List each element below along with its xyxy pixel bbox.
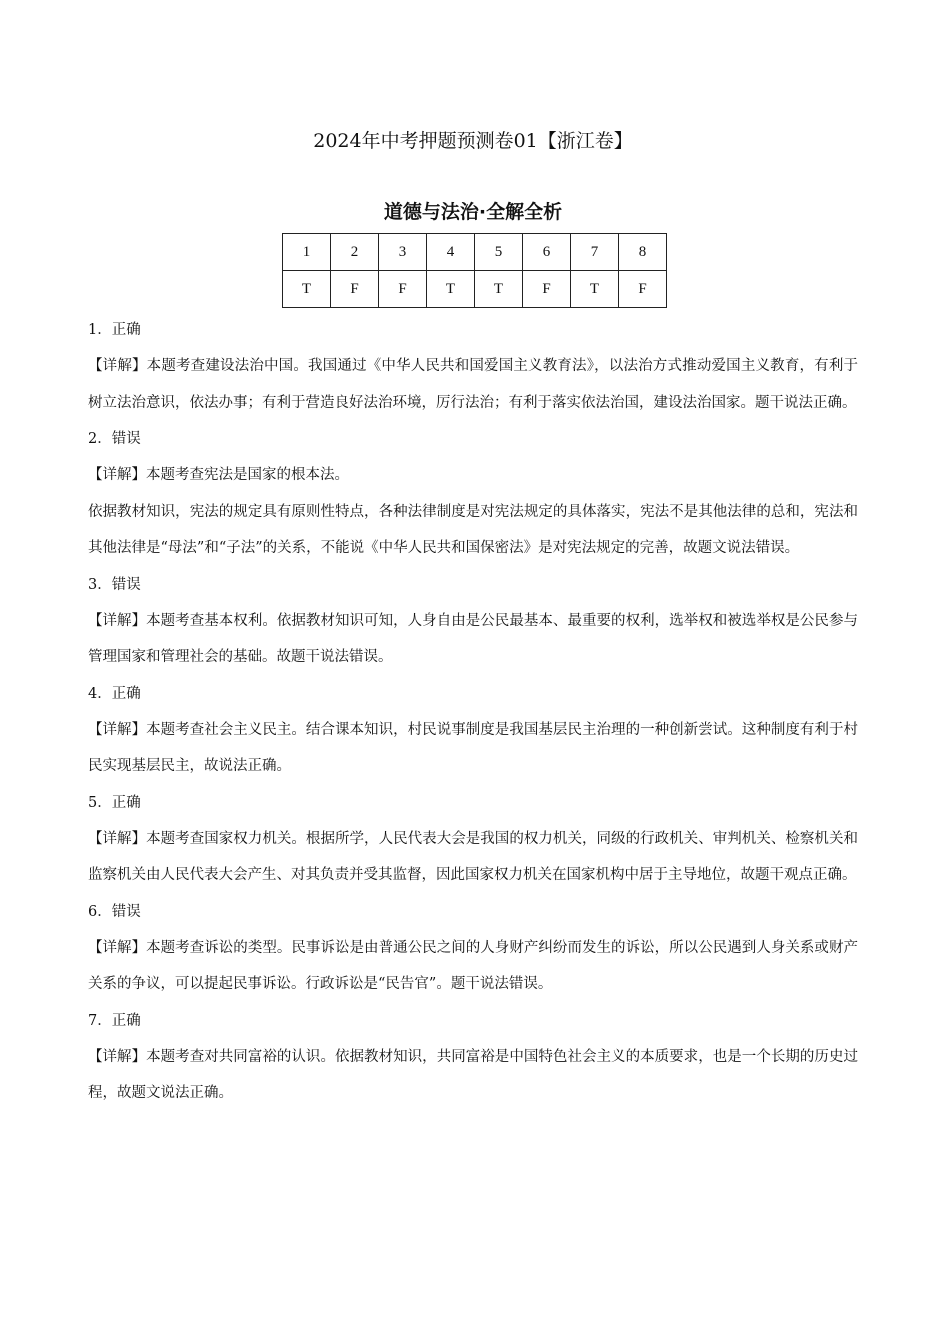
- question-number-cell: 8: [619, 234, 667, 271]
- answer-table: [282, 233, 667, 308]
- explanations: [88, 312, 858, 1112]
- question-heading: 2．错误: [88, 431, 141, 447]
- question-number-cell: 4: [427, 234, 475, 271]
- explanation-paragraph: 【详解】本题考查基本权利。依据教材知识可知，人身自由是公民最基本、最重要的权利，选举权和被选举权是公民参与管理国家和管理社会的基础。故题干说法错误。: [88, 612, 858, 665]
- question-heading: 5．正确: [88, 794, 141, 811]
- answer-cell: F: [619, 271, 667, 308]
- question-number-cell: 6: [523, 234, 571, 271]
- explanation-paragraph: 【详解】本题考查社会主义民主。结合课本知识，村民说事制度是我国基层民主治理的一种创新尝试。这种制度有利于村民实现基层民主，故说法正确。: [88, 721, 858, 774]
- explanation-paragraph: 【详解】本题考查国家权力机关。根据所学，人民代表大会是我国的权力机关，同级的行政机关、审判机关、检察机关和监察机关由人民代表大会产生、对其负责并受其监督，因此国家权力机关在国家机构中居于主导地位，故题干观点正确。: [88, 830, 858, 883]
- question-block-1: [88, 312, 858, 421]
- question-block-4: [88, 676, 858, 785]
- explanation-paragraph: 【详解】本题考查诉讼的类型。民事诉讼是由普通公民之间的人身财产纠纷而发生的诉讼，所以公民遇到人身关系或财产关系的争议，可以提起民事诉讼。行政诉讼是“民告官”。题干说法错误。: [88, 939, 858, 992]
- question-heading: 6．错误: [88, 903, 141, 920]
- answer-cell: T: [283, 271, 331, 308]
- document-title: 2024年中考押题预测卷01【浙江卷】: [313, 130, 633, 152]
- question-block-7: [88, 1003, 858, 1112]
- question-block-3: [88, 567, 858, 676]
- question-block-5: [88, 785, 858, 894]
- document-subtitle: 道德与法治·全解全析: [383, 201, 563, 223]
- answer-cell: F: [331, 271, 379, 308]
- answer-table-answer-row: [283, 271, 667, 308]
- explanation-paragraph: 【详解】本题考查对共同富裕的认识。依据教材知识，共同富裕是中国特色社会主义的本质要求，也是一个长期的历史过程，故题文说法正确。: [88, 1048, 858, 1101]
- question-number-cell: 7: [571, 234, 619, 271]
- answer-table-number-row: [283, 234, 667, 271]
- answer-cell: F: [523, 271, 571, 308]
- explanation-paragraph: 【详解】本题考查建设法治中国。我国通过《中华人民共和国爱国主义教育法》，以法治方式推动爱国主义教育，有利于树立法治意识，依法办事；有利于营造良好法治环境，厉行法治；有利于落实依法治国，建设法治国家。题干说法正确。: [88, 358, 858, 411]
- question-block-6: [88, 894, 858, 1003]
- question-heading: 7．正确: [88, 1012, 141, 1029]
- answer-cell: T: [571, 271, 619, 308]
- question-heading: 1．正确: [88, 322, 141, 338]
- explanation-paragraph: 【详解】本题考查宪法是国家的根本法。: [88, 467, 349, 483]
- question-number-cell: 3: [379, 234, 427, 271]
- answer-cell: F: [379, 271, 427, 308]
- answer-cell: T: [475, 271, 523, 308]
- question-number-cell: 2: [331, 234, 379, 271]
- question-number-cell: 1: [283, 234, 331, 271]
- question-number-cell: 5: [475, 234, 523, 271]
- question-heading: 3．错误: [88, 576, 141, 593]
- explanation-paragraph: 依据教材知识，宪法的规定具有原则性特点，各种法律制度是对宪法规定的具体落实，宪法不是其他法律的总和，宪法和其他法律是“母法”和“子法”的关系，不能说《中华人民共和国保密法》是对宪法规定的完善，故题文说法错误。: [88, 503, 858, 556]
- question-block-2: [88, 421, 858, 567]
- question-heading: 4．正确: [88, 685, 141, 702]
- answer-cell: T: [427, 271, 475, 308]
